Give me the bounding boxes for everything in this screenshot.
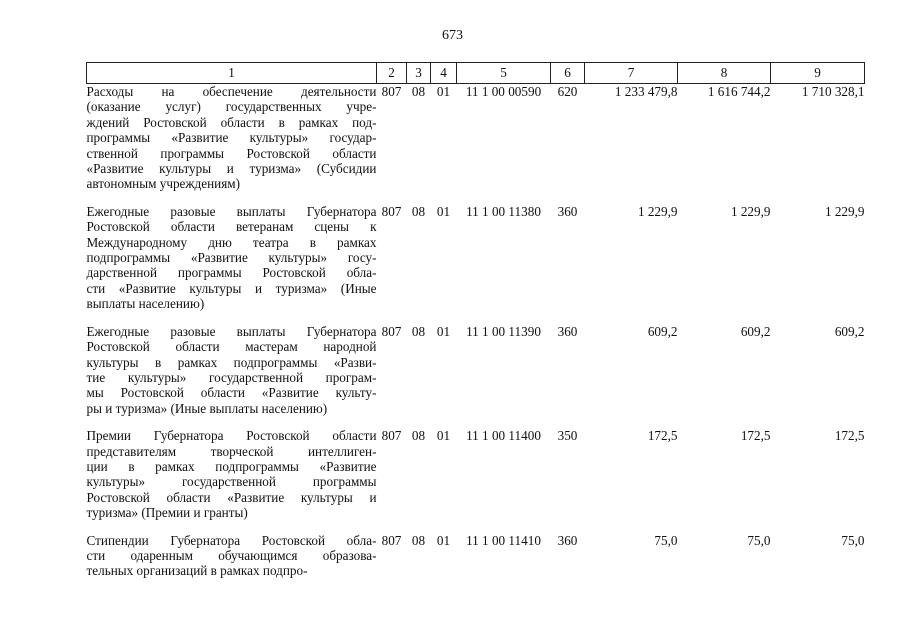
description-line: тельных организаций в рамках подпро- <box>86 563 308 579</box>
column-header: 4 <box>431 63 457 84</box>
description-line: представителям творческой интеллиген- <box>86 443 377 459</box>
subsection-code: 01 <box>436 84 451 99</box>
amount-col8: 172,5 <box>740 428 771 444</box>
amount-col8: 1 616 744,2 <box>707 84 771 99</box>
description-line: выплаты населению) <box>86 296 205 312</box>
column-header: 9 <box>771 63 865 84</box>
amount-col9: 1 710 328,1 <box>801 84 865 99</box>
table-header-row <box>87 63 865 84</box>
expense-type-code: 360 <box>557 532 578 548</box>
table-row <box>87 84 865 204</box>
budget-table <box>86 62 865 591</box>
amount-col9: 609,2 <box>834 323 865 339</box>
column-header: 2 <box>377 63 407 84</box>
description-line: Стипендии Губернатора Ростовской обла- <box>86 532 377 548</box>
column-header: 6 <box>551 63 585 84</box>
subsection-code: 01 <box>436 203 451 219</box>
subsection-code: 01 <box>436 323 451 339</box>
description-line: ции в рамках подпрограммы «Развитие <box>86 458 377 474</box>
amount-col7: 1 229,9 <box>637 203 678 219</box>
amount-col7: 609,2 <box>647 323 678 339</box>
amount-col7: 75,0 <box>654 532 678 548</box>
expense-type-code: 350 <box>557 428 578 444</box>
target-article-code: 11 1 00 11380 <box>466 203 541 219</box>
section-code: 08 <box>411 323 426 339</box>
description-line: Ростовской области ветеранам сцены к <box>86 219 377 235</box>
description-line: дарственной программы Ростовской обла- <box>86 265 377 281</box>
amount-col7: 1 233 479,8 <box>614 84 678 99</box>
section-code: 08 <box>411 532 426 548</box>
description-line: ственной программы Ростовской области <box>86 145 377 161</box>
amount-col8: 609,2 <box>740 323 771 339</box>
description-line: Расходы на обеспечение деятельности <box>86 84 377 99</box>
target-article-code: 11 1 00 11400 <box>466 428 541 444</box>
description-line: культуры в рамках подпрограммы «Разви- <box>86 354 377 370</box>
amount-col9: 172,5 <box>834 428 865 444</box>
description-line: туризма» (Премии и гранты) <box>86 505 248 521</box>
section-code: 08 <box>411 428 426 444</box>
description-line: Ростовской области «Развитие культуры и <box>86 489 377 505</box>
target-article-code: 11 1 00 00590 <box>465 84 542 99</box>
expense-description <box>87 533 377 591</box>
description-line: подпрограммы «Развитие культуры» госу- <box>86 250 377 266</box>
description-line: сти «Развитие культуры и туризма» (Иные <box>86 280 377 296</box>
subsection-code: 01 <box>436 428 451 444</box>
expense-description <box>87 428 377 532</box>
description-line: культуры» государственной программы <box>86 474 377 490</box>
expense-description <box>87 324 377 428</box>
description-line: «Развитие культуры и туризма» (Субсидии <box>86 161 377 177</box>
admin-code: 807 <box>381 84 402 99</box>
amount-col9: 75,0 <box>841 532 865 548</box>
table-row <box>87 428 865 532</box>
admin-code: 807 <box>381 203 402 219</box>
target-article-code: 11 1 00 11410 <box>466 532 541 548</box>
amount-col9: 1 229,9 <box>824 203 865 219</box>
amount-col7: 172,5 <box>647 428 678 444</box>
description-line: мы Ростовской области «Развитие культу- <box>86 385 377 401</box>
expense-description <box>87 204 377 324</box>
column-header: 5 <box>457 63 551 84</box>
section-code: 08 <box>411 203 426 219</box>
description-line: сти одаренным обучающимся образова- <box>86 547 377 563</box>
table-row <box>87 324 865 428</box>
subsection-code: 01 <box>436 532 451 548</box>
description-line: Международному дню театра в рамках <box>86 234 377 250</box>
table-row <box>87 204 865 324</box>
description-line: ждений Ростовской области в рамках под- <box>86 114 377 130</box>
expense-type-code: 360 <box>557 323 578 339</box>
column-header: 8 <box>678 63 771 84</box>
column-header: 7 <box>585 63 678 84</box>
page-number: 673 <box>442 28 463 43</box>
description-line: Премии Губернатора Ростовской области <box>86 428 377 444</box>
description-line: автономным учреждениям) <box>86 176 241 192</box>
expense-description <box>87 84 377 204</box>
expense-type-code: 360 <box>557 203 578 219</box>
description-line: Ежегодные разовые выплаты Губернатора <box>86 203 377 219</box>
column-header: 3 <box>407 63 431 84</box>
description-line: (оказание услуг) государственных учре- <box>86 99 377 115</box>
amount-col8: 1 229,9 <box>730 203 771 219</box>
table-row <box>87 533 865 591</box>
section-code: 08 <box>411 84 426 99</box>
description-line: тие культуры» государственной програм- <box>86 369 377 385</box>
admin-code: 807 <box>381 532 402 548</box>
description-line: Ростовской области мастерам народной <box>86 339 377 355</box>
amount-col8: 75,0 <box>747 532 771 548</box>
column-header: 1 <box>87 63 377 84</box>
description-line: программы «Развитие культуры» государ- <box>86 130 377 146</box>
expense-type-code: 620 <box>557 84 578 99</box>
description-line: Ежегодные разовые выплаты Губернатора <box>86 323 377 339</box>
description-line: ры и туризма» (Иные выплаты населению) <box>86 400 328 416</box>
admin-code: 807 <box>381 323 402 339</box>
admin-code: 807 <box>381 428 402 444</box>
target-article-code: 11 1 00 11390 <box>466 323 541 339</box>
